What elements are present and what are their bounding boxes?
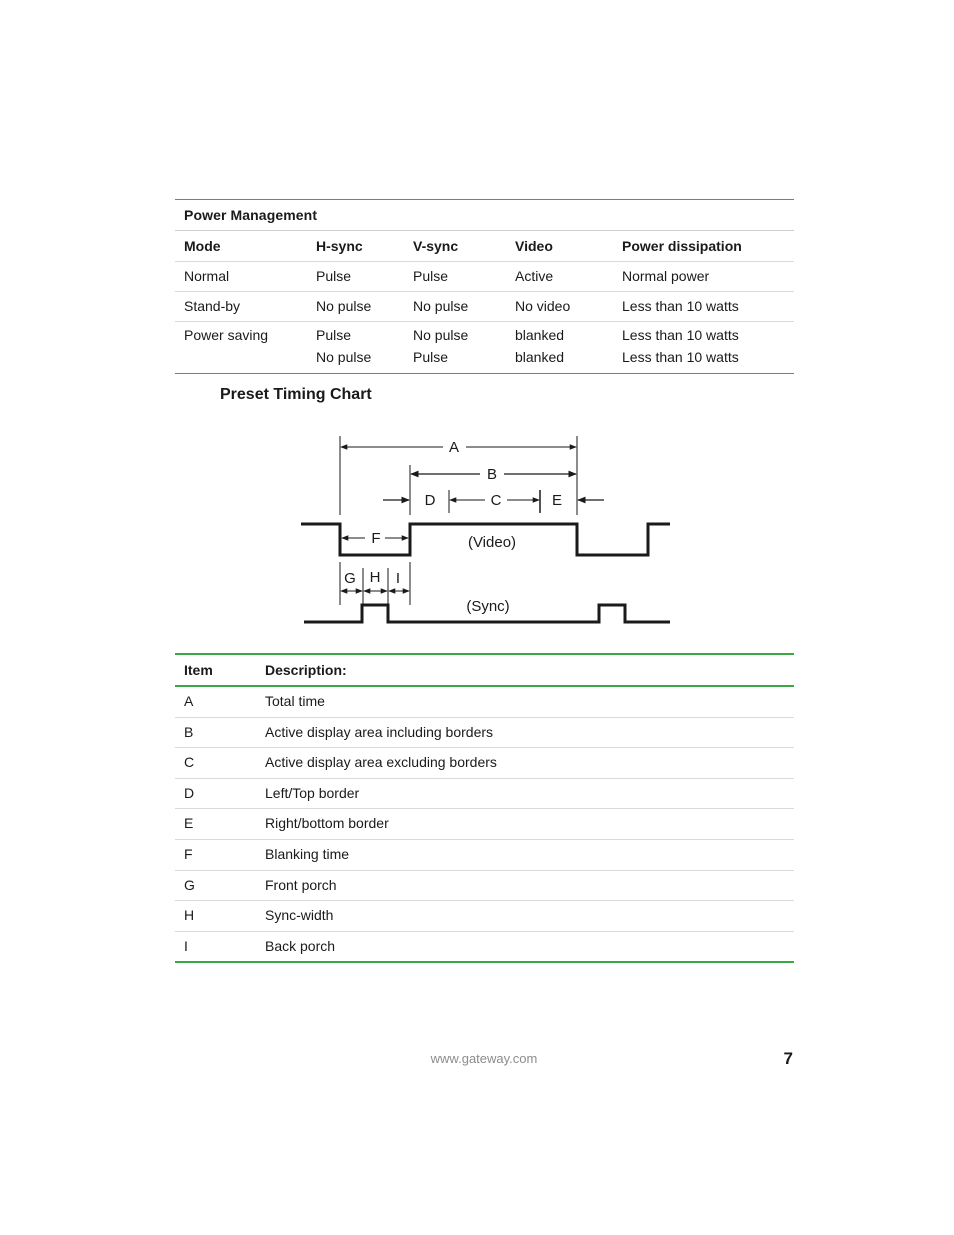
section-title: Preset Timing Chart [220,386,372,403]
vsync-value: No pulse [413,327,469,343]
table-row [175,292,794,322]
timing-items-table [175,653,794,963]
hsync-value: No pulse [316,349,372,365]
power-value: Less than 10 watts [622,349,739,365]
video-cell: Active [515,268,554,284]
column-header-description: Description: [265,662,347,678]
vsync-value: Pulse [413,349,449,365]
item-cell: A [184,693,194,709]
table-row [175,748,794,779]
description-cell: Left/Top border [265,784,360,801]
label-i: I [395,570,401,587]
table-row [175,687,794,718]
table-row [175,840,794,871]
power-management-title: Power Management [175,200,794,231]
description-cell: Blanking time [265,845,350,862]
column-header-video: Video [515,238,553,254]
description-cell: Right/bottom border [265,815,389,832]
power-cell: Less than 10 watts [622,298,739,314]
hsync-cell [307,322,404,373]
item-cell: B [184,723,194,740]
page-number: 7 [783,1049,793,1068]
label-g: G [344,570,356,587]
description-cell: Active display area excluding borders [265,754,497,771]
power-management-table [175,199,794,374]
footer-url: www.gateway.com [430,1051,538,1066]
item-cell: I [184,937,188,954]
item-cell: E [184,815,194,832]
table-row [175,901,794,932]
table-row [175,262,794,292]
table-row [175,322,794,373]
vsync-cell: Pulse [413,268,449,284]
timing-diagram [295,430,675,630]
description-cell: Front porch [265,876,337,893]
table-header-row [175,231,794,262]
mode-cell: Stand-by [184,298,241,314]
table-row [175,932,794,962]
table-header-row [175,655,794,687]
item-cell: H [184,907,195,924]
column-header-hsync: H-sync [316,238,363,254]
label-a: A [448,439,460,456]
hsync-cell: Pulse [316,268,352,284]
table-row [175,779,794,810]
vsync-cell [404,322,506,373]
label-e: E [551,492,563,509]
description-cell: Back porch [265,937,336,954]
sync-label: (Sync) [466,598,510,615]
video-value: blanked [515,327,565,343]
table-row [175,871,794,902]
video-cell: No video [515,298,571,314]
label-h: H [369,569,381,586]
power-cell: Normal power [622,268,710,284]
item-cell: D [184,784,195,801]
video-label: (Video) [467,534,517,551]
column-header-vsync: V-sync [413,238,459,254]
hsync-cell: No pulse [316,298,372,314]
label-c: C [490,492,502,509]
label-d: D [424,492,436,509]
video-cell [506,322,613,373]
item-cell: F [184,845,193,862]
label-b: B [486,466,498,483]
column-header-item: Item [184,662,213,678]
column-header-power: Power dissipation [622,238,742,254]
mode-cell [175,322,307,373]
description-cell: Active display area including borders [265,723,494,740]
label-f: F [371,530,381,547]
item-cell: C [184,754,195,771]
table-row [175,809,794,840]
vsync-cell: No pulse [413,298,469,314]
power-cell [613,322,794,373]
table-row [175,718,794,749]
video-value: blanked [515,349,565,365]
item-cell: G [184,876,195,893]
description-cell: Total time [265,693,325,709]
hsync-value: Pulse [316,327,352,343]
mode-cell: Normal [184,268,230,284]
power-value: Less than 10 watts [622,327,739,343]
column-header-mode: Mode [184,238,221,254]
description-cell: Sync-width [265,907,334,924]
mode-value: Power saving [184,327,269,343]
